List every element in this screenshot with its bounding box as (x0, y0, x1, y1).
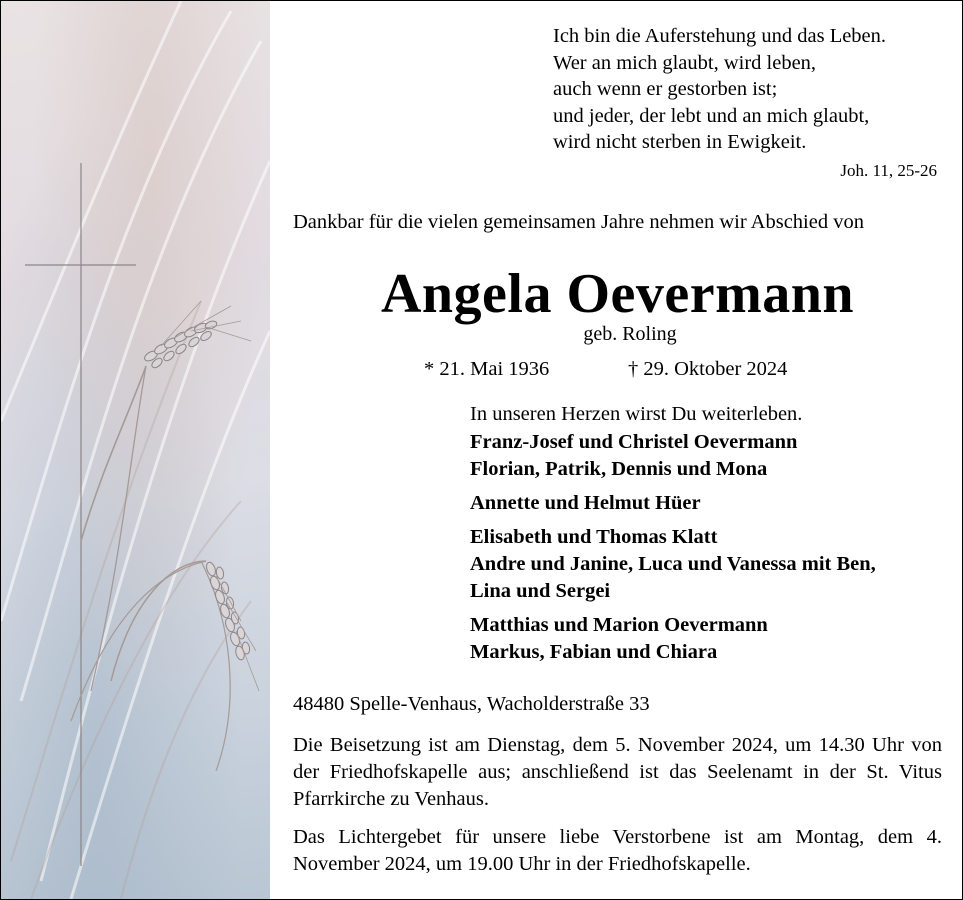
mourner-line: Matthias und Marion Oevermann (470, 614, 768, 636)
quote-line: wird nicht sterben in Ewigkeit. (553, 131, 807, 153)
quote-line: Wer an mich glaubt, wird leben, (553, 51, 817, 74)
deceased-name: Angela Oevermann (380, 263, 855, 325)
prayer-info: Das Lichtergebet für unsere liebe Verstorbene ist am Montag, dem 4. November 2024, um 19.00 Uhr in der Friedhofskapelle. (293, 826, 942, 875)
quote-line: Ich bin die Auferstehung und das Leben. (553, 25, 887, 47)
mourner-line: Annette und Helmut Hüer (470, 492, 701, 514)
intro-text: Dankbar für die vielen gemeinsamen Jahre nehmen wir Abschied von (293, 211, 864, 233)
mourner-group (470, 612, 950, 666)
death-date: † 29. Oktober 2024 (628, 358, 788, 380)
family-address: 48480 Spelle-Venhaus, Wacholderstraße 33 (293, 693, 650, 715)
birth-name: geb. Roling (583, 323, 677, 345)
funeral-info: Die Beisetzung ist am Dienstag, dem 5. November 2024, um 14.30 Uhr von der Friedhofskapelle aus; anschließend ist das Seelenamt in der St. Vitus Pfarrkirche zu Venhaus. (293, 734, 942, 810)
wheat-cross-graphic (1, 1, 270, 899)
mourner-line: Elisabeth und Thomas Klatt (470, 526, 718, 548)
mourner-group (470, 524, 950, 605)
mourners-list (470, 401, 950, 673)
mourner-line: Florian, Patrik, Dennis und Mona (470, 458, 768, 480)
grass-strokes (11, 301, 251, 899)
mourner-line: Andre und Janine, Luca und Vanessa mit Ben, (470, 553, 876, 575)
mourners-motto: In unseren Herzen wirst Du weiterleben. (470, 403, 803, 425)
wheat-cross-illustration (1, 1, 270, 899)
mourner-group (470, 429, 950, 483)
quote-line: auch wenn er gestorben ist; (553, 78, 778, 100)
mourner-line: Lina und Sergei (470, 580, 611, 602)
birth-date: * 21. Mai 1936 (424, 358, 550, 380)
mourner-group (470, 490, 950, 517)
quote-reference: Joh. 11, 25-26 (840, 161, 937, 180)
mourner-line: Franz-Josef und Christel Oevermann (470, 431, 798, 453)
wheat-ear-lower-icon (71, 561, 259, 771)
bible-quote (553, 23, 953, 156)
mourner-line: Markus, Fabian und Chiara (470, 641, 718, 663)
quote-line: und jeder, der lebt und an mich glaubt, (553, 104, 870, 127)
